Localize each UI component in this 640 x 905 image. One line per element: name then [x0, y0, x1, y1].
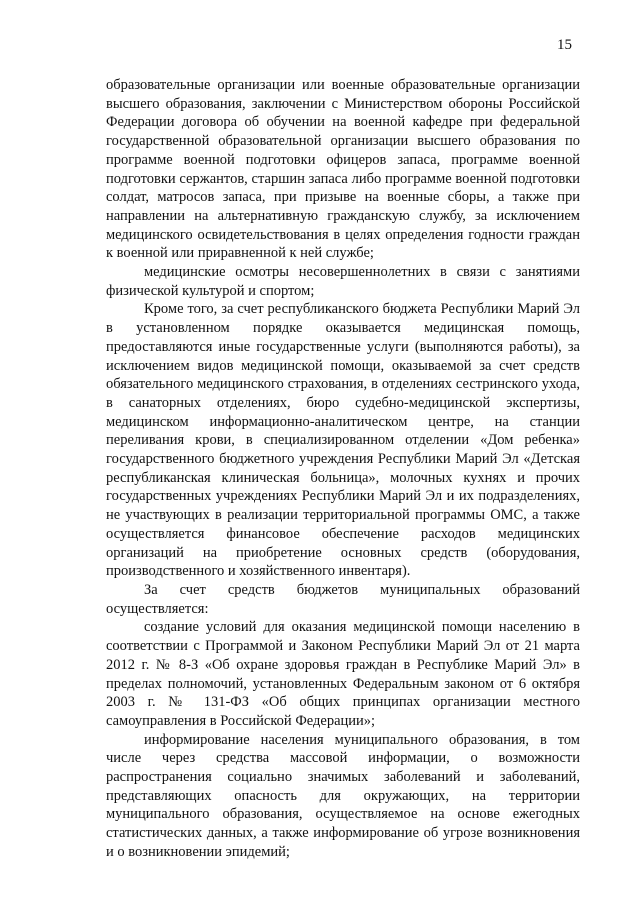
paragraph-continuation: образовательные организации или военные образовательные организации высшего образования, заключении с Министерством обороны Российской Федерации договора об обучении на военной кафедре при федеральной государственной образовательной организации высшего образования по программе военной подготовки офицеров запаса, программе военной подготовки сержантов, старшин запаса либо программе военной подготовки солдат, матросов запаса, при призыве на военные сборы, а также при направлении на альтернативную гражданскую службу, за исключением медицинского освидетельствования в целях определения годности граждан к военной или приравненной к ней службе;: [106, 77, 580, 262]
paragraph: информирование населения муниципального образования, в том числе через средства массовой информации, о возможности распространения социально значимых заболеваний и заболеваний, представляющих опасность для окружающих, на территории муниципального образования, осуществляемое на основе ежегодных статистических данных, а также информирование об угрозе возникновения и о возникновении эпидемий;: [106, 731, 580, 860]
document-body: [106, 76, 580, 862]
page-number: 15: [557, 37, 572, 53]
paragraph: За счет средств бюджетов муниципальных образований осуществляется:: [106, 581, 580, 617]
paragraph: Кроме того, за счет республиканского бюджета Республики Марий Эл в установленном порядке оказывается медицинская помощь, предоставляются иные государственные услуги (выполняются работы), за исключением видов медицинской помощи, оказываемой за счет средств обязательного медицинского страхования, в отделениях сестринского ухода, в санаторных отделениях, бюро судебно-медицинской экспертизы, медицинском информационно-аналитическом центре, на станции переливания крови, в специализированном отделении «Дом ребенка» государственного бюджетного учреждения Республики Марий Эл «Детская республиканская клиническая больница», молочных кухнях и прочих государственных учреждениях Республики Марий Эл и их подразделениях, не участвующих в реализации территориальной программы ОМС, а также осуществляется финансовое обеспечение расходов медицинских организаций на приобретение основных средств (оборудования, производственного и хозяйственного инвентаря).: [106, 301, 580, 580]
paragraph: медицинские осмотры несовершеннолетних в связи с занятиями физической культурой и спортом;: [106, 264, 580, 299]
paragraph: создание условий для оказания медицинской помощи населению в соответствии с Программой и Законом Республики Марий Эл от 21 марта 2012 г. № 8-З «Об охране здоровья граждан в Республике Марий Эл» в пределах полномочий, установленных Федеральным законом от 6 октября 2003 г. № 131-ФЗ «Об общих принципах организации местного самоуправления в Российской Федерации»;: [106, 619, 580, 729]
